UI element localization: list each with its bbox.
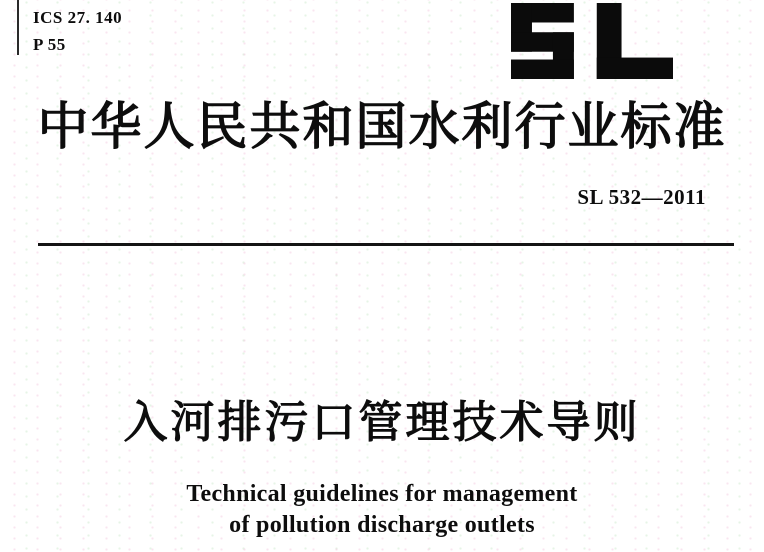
header-divider-rule <box>38 243 734 246</box>
ics-left-tick-line <box>17 0 19 55</box>
sl-logo-icon <box>511 3 673 79</box>
standard-number: SL 532—2011 <box>577 185 706 209</box>
document-title-en-line2: of pollution discharge outlets <box>229 512 535 538</box>
doc-class-code: P 55 <box>33 35 66 54</box>
document-title-en <box>0 479 764 541</box>
ics-classification-block <box>33 4 122 58</box>
document-title-en-line1: Technical guidelines for management <box>186 481 578 507</box>
header-title-cn: 中华人民共和国水利行业标准 <box>37 100 727 156</box>
document-title-cn: 入河排污口管理技术导则 <box>123 398 641 447</box>
ics-code: ICS 27. 140 <box>33 8 123 27</box>
